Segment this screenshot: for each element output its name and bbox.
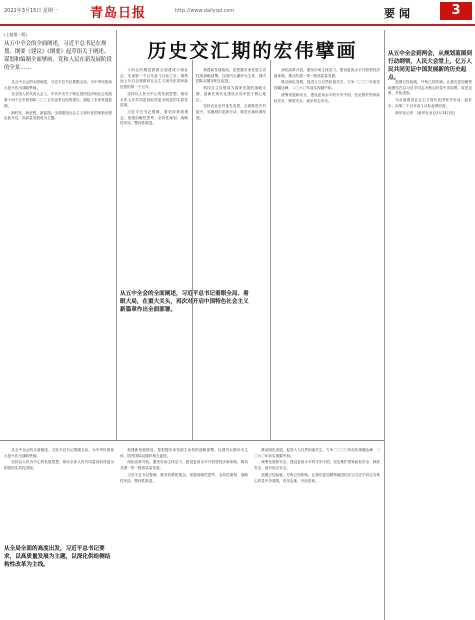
page-number-badge: 3 [440,2,472,20]
paragraph: 科技自立自强成为国家发展的战略支撑，创新在现代化建设全局中居于核心地位。 [196,86,266,102]
text-column-5 [388,80,472,610]
paragraph: 从五中全会的全面阐述，习近平总书记着眼全局，为中华民族伟大复兴作出战略擘画。 [4,448,114,458]
paragraph: 十四五时期是我国全面建成小康社会、实现第一个百年奋斗目标之后，乘势而上开启全面建设社会主义现代化国家新征程的第一个五年。 [120,68,188,90]
paragraph: 推动绿色发展，促进人与自然和谐共生，力争二〇三〇年前实现碳达峰、二〇六〇年前实现碳中和。 [274,80,380,91]
paragraph: 深化改革开放，激发市场主体活力，建设更高水平开放型经济新体制，推动共建一带一路高质量发展。 [120,460,248,471]
continued-label: (上接第一版) [4,32,28,37]
column-divider [270,60,271,440]
paragraph: 推动绿色发展，促进人与自然和谐共生，力争二〇三〇年前实现碳达峰、二〇六〇年前实现碳中和。 [254,448,380,458]
paragraph: 为全面建设社会主义现代化国家开好局、起好步，向第二个百年奋斗目标奋勇前进。 [388,98,472,108]
masthead [0,0,475,26]
paragraph: 新时代，新征程，新蓝图。全面建设社会主义现代化国家新征程由此开启，高质量发展成为主题。 [4,110,112,121]
text-column-3 [196,68,266,438]
paragraph: 蓝图已经绘就，号角已经吹响。让我们更加紧密地团结在以习近平同志为核心的党中央周围，攻坚克难，开拓进取。 [254,472,380,483]
subhead-2: 从全局全面的高度出发，习近平总书记要求，以高质量发展为主题，以深化供给侧结构性改革为主线。 [4,546,111,568]
website-url[interactable]: http://www.dailyqd.com [175,8,235,14]
subhead-right: 从五中全会到两会，从规划蓝图到行动纲领，人民大会堂上，亿万人民共同见证中国发展新的历史起点。 [388,51,472,81]
article-headline: 历史交汇期的宏伟擘画 [147,40,358,62]
lead-paragraph: 从五中全会的全面阐述，习近平总书记在规划、纲要《建议》《纲要》起草组关于阐述、谋划和编制全面擘画，党和人民在新发展阶段的全景…… [4,41,112,71]
paragraph: 坚持以人民为中心的发展思想，推动全体人民共同富裕取得更为明显的实质性进展。 [4,460,114,471]
paragraph: 蓝图已经绘就，号角已经吹响。让我们更加紧密地团结在以习近平同志为核心的党中央周围，攻坚克难，开拓进取。 [388,80,472,96]
paragraph: 构建新发展格局，是把握未来发展主动权的战略部署。以国内大循环为主体、国内国际双循环相互促进。 [120,448,248,458]
column-divider [192,60,193,440]
paragraph: 统筹发展和安全，建设更高水平的平安中国，坚定维护国家政权安全、制度安全、意识形态安全。 [254,460,380,471]
column-divider [384,30,385,620]
paragraph: 新华社记者 (新华社北京3月14日电) [395,110,456,115]
paragraph: 习近平总书记强调，要坚持系统观念，加强前瞻性思考、全局性谋划、战略性布局、整体性推进。 [120,472,248,483]
paragraph: 统筹发展和安全，建设更高水平的平安中国，坚定维护国家政权安全、制度安全、意识形态安全。 [274,92,380,103]
paragraph: 在全国人民代表大会上，中共中央关于制定国民经济和社会发展第十四个五年规划和二〇三五年远景目标的建议，描绘了未来发展蓝图。 [4,92,112,108]
paragraph: 坚持农业农村优先发展，全面推进乡村振兴，实施城市更新行动，推进区域协调发展。 [196,104,266,120]
subhead-1: 从五中全会的全面阐述，习近平总书记着眼全局、着眼大局，在重大关头，再次对开启中国特色社会主义新篇章作出全面部署。 [120,291,249,313]
lower-column-1 [4,448,114,538]
text-column-4 [274,68,380,438]
column-divider [116,30,117,440]
lower-column-3 [254,448,380,616]
paragraph: 构建新发展格局，是把握未来发展主动权的战略部署。以国内大循环为主体、国内国际双循环相互促进。 [196,68,266,84]
newspaper-logo: 青岛日报 [90,6,147,21]
paragraph: 深化改革开放，激发市场主体活力，建设更高水平开放型经济新体制，推动共建一带一路高质量发展。 [274,68,380,78]
section-title: 要闻 [384,7,414,20]
paragraph: 习近平总书记强调，要坚持系统观念，加强前瞻性思考、全局性谋划、战略性布局、整体性推进。 [120,109,188,126]
text-column-1 [4,80,112,435]
paragraph: 从五中全会的全面阐述，习近平总书记着眼全局，为中华民族伟大复兴作出战略擘画。 [4,80,112,90]
issue-date: 2021年3月15日 星期一 [4,8,58,14]
section-divider [0,440,384,441]
paragraph: 坚持以人民为中心的发展思想，推动全体人民共同富裕取得更为明显的实质性进展。 [120,91,188,108]
text-column-2 [120,68,188,283]
lower-column-2 [120,448,248,616]
